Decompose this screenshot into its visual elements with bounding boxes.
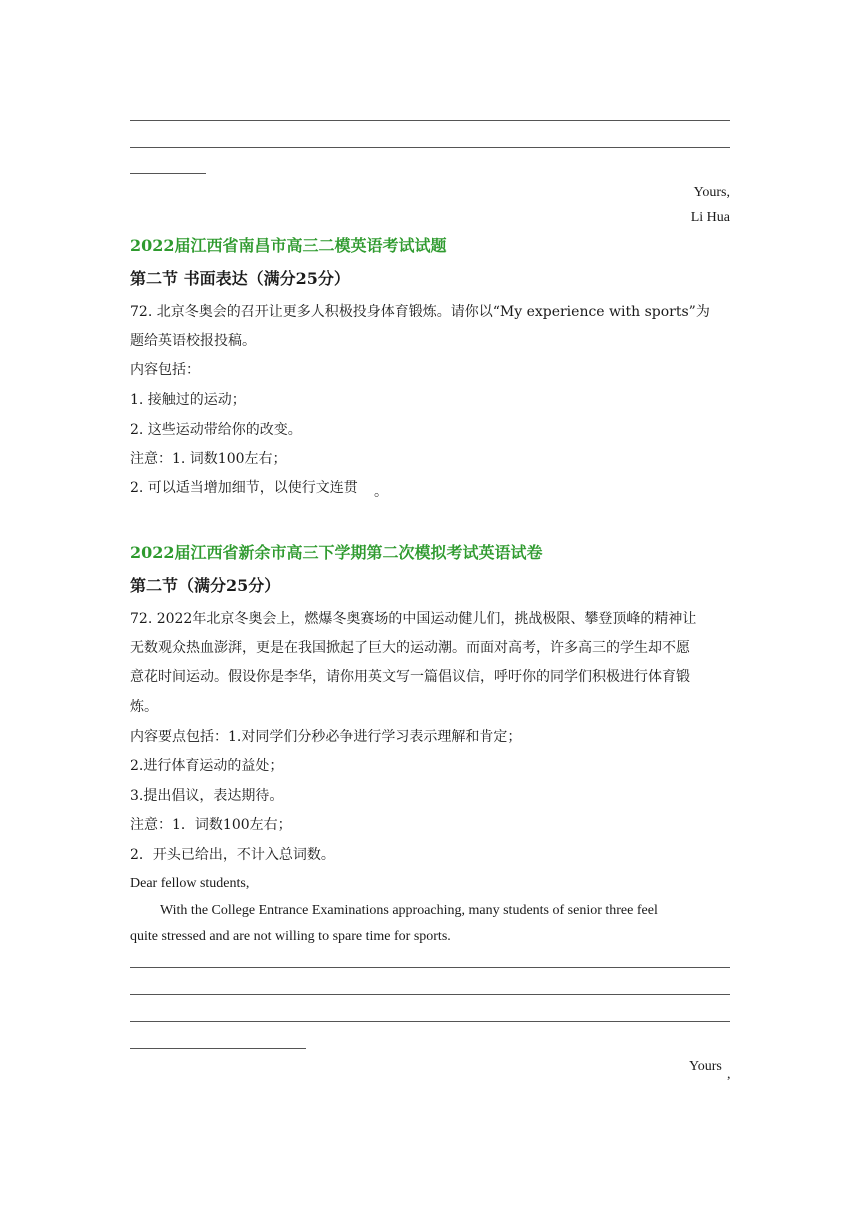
closing-comma: , bbox=[727, 1067, 731, 1082]
points-label: 内容要点包括：1.对同学们分秒必争进行学习表示理解和肯定； bbox=[130, 729, 522, 745]
list-item: 2.进行体育运动的益处； bbox=[130, 758, 284, 774]
section-title: 2022届江西省新余市高三下学期第二次模拟考试英语试卷 bbox=[130, 543, 543, 562]
greeting: Dear fellow students, bbox=[130, 876, 250, 891]
prompt-text: 炼。 bbox=[130, 699, 158, 715]
answer-line bbox=[130, 1021, 730, 1022]
note-text: 2. 可以适当增加细节，以使行文连贯 bbox=[130, 480, 358, 496]
list-item: 1. 接触过的运动； bbox=[130, 392, 246, 408]
opening-text: With the College Entrance Examinations approaching, many students of senior three feel bbox=[160, 903, 658, 918]
note-text: 注意：1. 词数100左右； bbox=[130, 451, 287, 467]
section-heading: 第二节 书面表达（满分25分） bbox=[130, 269, 350, 288]
section-title: 2022届江西省南昌市高三二模英语考试试题 bbox=[130, 236, 447, 255]
prompt-text: 72. 北京冬奥会的召开让更多人积极投身体育锻炼。请你以“My experience with sports”为 bbox=[130, 304, 710, 320]
closing-yours: Yours, bbox=[693, 185, 730, 200]
note-text: 2．开头已给出，不计入总词数。 bbox=[130, 847, 335, 863]
document-page bbox=[130, 0, 730, 1216]
answer-line bbox=[130, 173, 206, 174]
answer-line bbox=[130, 967, 730, 968]
list-item: 2. 这些运动带给你的改变。 bbox=[130, 422, 302, 438]
content-label: 内容包括： bbox=[130, 362, 200, 378]
answer-line bbox=[130, 994, 730, 995]
signature: Li Hua bbox=[690, 210, 730, 225]
opening-text: quite stressed and are not willing to spare time for sports. bbox=[130, 929, 451, 944]
answer-line bbox=[130, 120, 730, 121]
prompt-text: 72. 2022年北京冬奥会上，燃爆冬奥赛场的中国运动健儿们，挑战极限、攀登顶峰的精神让 bbox=[130, 611, 697, 627]
prompt-text: 题给英语校报投稿。 bbox=[130, 333, 256, 349]
list-item: 3.提出倡议，表达期待。 bbox=[130, 788, 284, 804]
answer-line bbox=[130, 147, 730, 148]
prompt-text: 无数观众热血澎湃，更是在我国掀起了巨大的运动潮。而面对高考，许多高三的学生却不愿 bbox=[130, 640, 690, 656]
answer-line bbox=[130, 1048, 306, 1049]
section-heading: 第二节（满分25分） bbox=[130, 576, 281, 595]
trailing-period: 。 bbox=[374, 484, 388, 500]
note-text: 注意：1．词数100左右； bbox=[130, 817, 292, 833]
closing-yours: Yours bbox=[689, 1059, 722, 1074]
prompt-text: 意花时间运动。假设你是李华，请你用英文写一篇倡议信，呼吁你的同学们积极进行体育锻 bbox=[130, 669, 690, 685]
